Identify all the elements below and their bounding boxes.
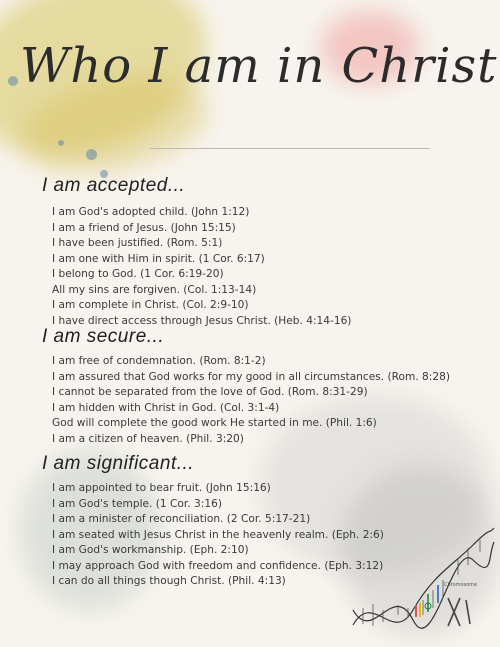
list-item: I am seated with Jesus Christ in the heavenly realm. (Eph. 2:6) xyxy=(52,528,384,541)
list-item: I cannot be separated from the love of God. (Rom. 8:31-29) xyxy=(52,386,368,398)
accepted-list xyxy=(52,205,351,329)
list-item: All my sins are forgiven. (Col. 1:13-14) xyxy=(52,283,257,296)
list-item: I belong to God. (1 Cor. 6:19-20) xyxy=(52,268,224,280)
blue-paint-dot xyxy=(86,149,97,160)
list-item: I am free of condemnation. (Rom. 8:1-2) xyxy=(52,355,266,367)
list-item: I am assured that God works for my good in all circumstances. (Rom. 8:28) xyxy=(52,370,450,383)
blue-paint-dot xyxy=(8,76,18,86)
list-item: I am a minister of reconciliation. (2 Cor. 5:17-21) xyxy=(52,513,311,525)
list-item: I am appointed to bear fruit. (John 15:16) xyxy=(52,482,271,494)
significant-list xyxy=(52,481,384,590)
dna-helix-illustration xyxy=(348,520,496,640)
blue-paint-dot xyxy=(58,140,64,146)
secure-list xyxy=(52,354,450,447)
list-item: I have direct access through Jesus Christ. (Heb. 4:14-16) xyxy=(52,314,352,327)
list-item: I am hidden with Christ in God. (Col. 3:1-4) xyxy=(52,401,280,414)
list-item: I can do all things though Christ. (Phil. 4:13) xyxy=(52,575,286,587)
list-item: God will complete the good work He started in me. (Phil. 1:6) xyxy=(52,417,377,429)
section-heading-secure: I am secure... xyxy=(42,326,165,347)
list-item: I am a friend of Jesus. (John 15:15) xyxy=(52,221,236,234)
section-heading-significant: I am significant... xyxy=(42,453,195,474)
list-item: I may approach God with freedom and confidence. (Eph. 3:12) xyxy=(52,559,384,572)
list-item: I am one with Him in spirit. (1 Cor. 6:17) xyxy=(52,252,265,265)
list-item: I have been justified. (Rom. 5:1) xyxy=(52,237,223,249)
list-item: I am God's temple. (1 Cor. 3:16) xyxy=(52,497,222,510)
list-item: I am God's workmanship. (Eph. 2:10) xyxy=(52,544,249,556)
list-item: I am a citizen of heaven. (Phil. 3:20) xyxy=(52,432,244,445)
title-divider xyxy=(150,148,430,149)
list-item: I am God's adopted child. (John 1:12) xyxy=(52,206,250,218)
chromosome-label: Chromosome xyxy=(444,582,478,588)
list-item: I am complete in Christ. (Col. 2:9-10) xyxy=(52,299,249,311)
section-heading-accepted: I am accepted... xyxy=(42,175,186,196)
page-title: Who I am in Christ xyxy=(20,38,498,94)
